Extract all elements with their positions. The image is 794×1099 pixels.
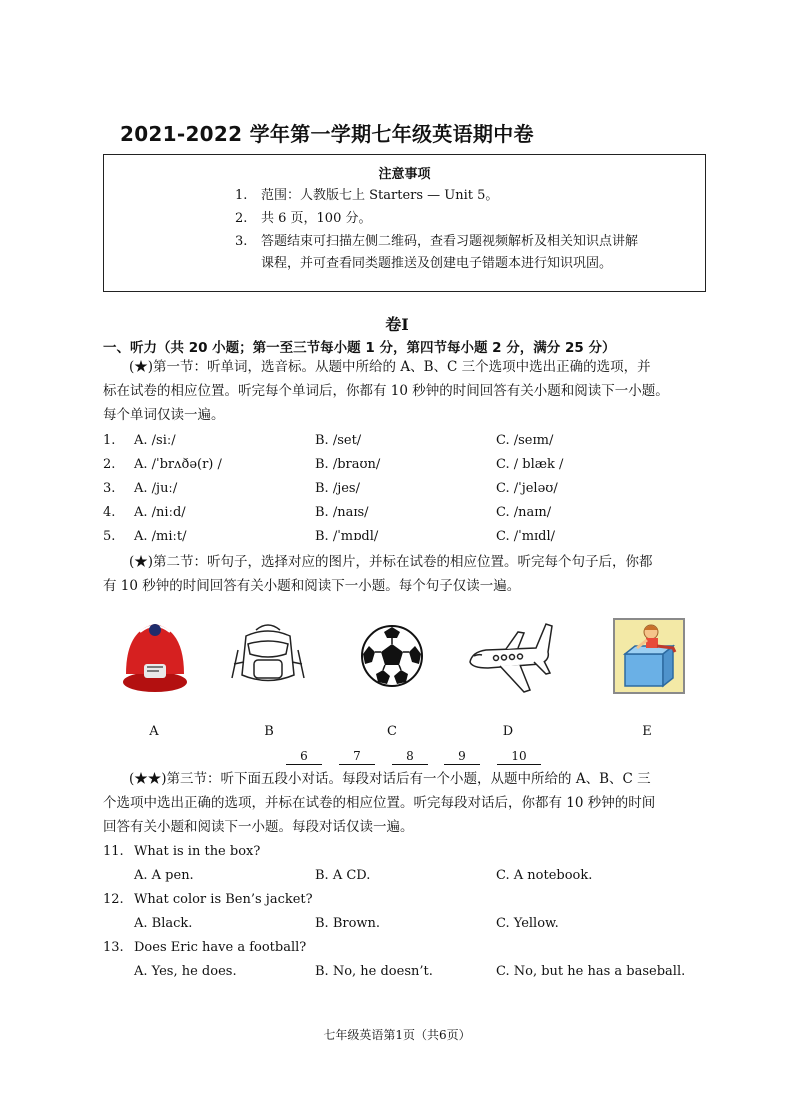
exam-title: 2021-2022 学年第一学期七年级英语期中卷 — [120, 122, 534, 146]
picture-letter: C — [387, 724, 397, 739]
answer-blank[interactable]: 10 — [497, 748, 541, 765]
answer-blank[interactable]: 8 — [392, 748, 428, 765]
question-stem: 13. Does Eric have a football? — [103, 940, 307, 955]
soccer-ball-icon — [360, 624, 424, 692]
answer-blank[interactable]: 9 — [444, 748, 480, 765]
question-options: A. Black. B. Brown. C. Yellow. — [134, 916, 559, 931]
question-row: 1. A. /siː/ B. /set/ C. /seɪm/ — [103, 433, 554, 448]
picture-letter: E — [642, 724, 652, 739]
notice-item: 1. 范围：人教版七上 Starters — Unit 5。 — [235, 188, 499, 203]
question-row: 3. A. /juː/ B. /jes/ C. /ˈjeləʊ/ — [103, 481, 558, 496]
section-heading: 一、听力（共 20 小题；第一至三节每小题 1 分，第四节每小题 2 分，满分 25 分） — [103, 340, 616, 356]
answer-blank[interactable]: 7 — [339, 748, 375, 765]
picture-letter: D — [502, 724, 514, 739]
notice-item: 课程，并可查看同类题推送及创建电子错题本进行知识巩固。 — [261, 256, 613, 271]
part2-instructions: (★)第二节：听句子，选择对应的图片，并标在试卷的相应位置。听完每个句子后，你都 有 10 秒钟的时间回答有关小题和阅读下一小题。每个句子仅读一遍。 — [103, 554, 653, 594]
volume-heading: 卷Ⅰ — [385, 315, 409, 334]
picture-letter: A — [149, 724, 159, 739]
notice-item: 2. 共 6 页，100 分。 — [235, 211, 372, 226]
notice-item: 3. 答题结束可扫描左侧二维码，查看习题视频解析及相关知识点讲解 — [235, 234, 639, 249]
question-options: A. Yes, he does. B. No, he doesn’t. C. No, but he has a baseball. — [134, 964, 686, 979]
red-cap-icon — [120, 612, 190, 701]
picture-letter: B — [264, 724, 274, 739]
question-row: 5. A. /miːt/ B. /ˈmɒdl/ C. /ˈmɪdl/ — [103, 529, 556, 544]
notice-heading: 注意事项 — [378, 167, 431, 182]
answer-blank[interactable]: 6 — [286, 748, 322, 765]
question-stem: 11. What is in the box? — [103, 844, 261, 859]
page-footer: 七年级英语第1页（共6页） — [323, 1028, 471, 1042]
question-stem: 12. What color is Ben’s jacket? — [103, 892, 313, 907]
airplane-icon — [466, 618, 556, 702]
part1-instructions: (★)第一节：听单词，选音标。从题中所给的 A、B、C 三个选项中选出正确的选项，并 标在试卷的相应位置。听完每个单词后，你都有 10 秒钟的时间回答有关小题和阅读下一小题。 每个单词仅读一遍。 — [103, 359, 669, 423]
question-row: 4. A. /niːd/ B. /naɪs/ C. /naɪn/ — [103, 505, 552, 520]
question-row: 2. A. /ˈbrʌðə(r) / B. /braʊn/ C. / blæk / — [103, 457, 564, 472]
boy-on-box-icon — [613, 618, 685, 698]
part3-instructions: (★★)第三节：听下面五段小对话。每段对话后有一个小题，从题中所给的 A、B、C 三 个选项中选出正确的选项，并标在试卷的相应位置。听完每段对话后，你都有 10 秒钟的时间 回答有关小题和阅读下一小题。每段对话仅读一遍。 — [103, 771, 656, 835]
question-options: A. A pen. B. A CD. C. A notebook. — [134, 868, 593, 883]
notice-box — [103, 154, 706, 292]
backpack-icon — [228, 620, 308, 699]
